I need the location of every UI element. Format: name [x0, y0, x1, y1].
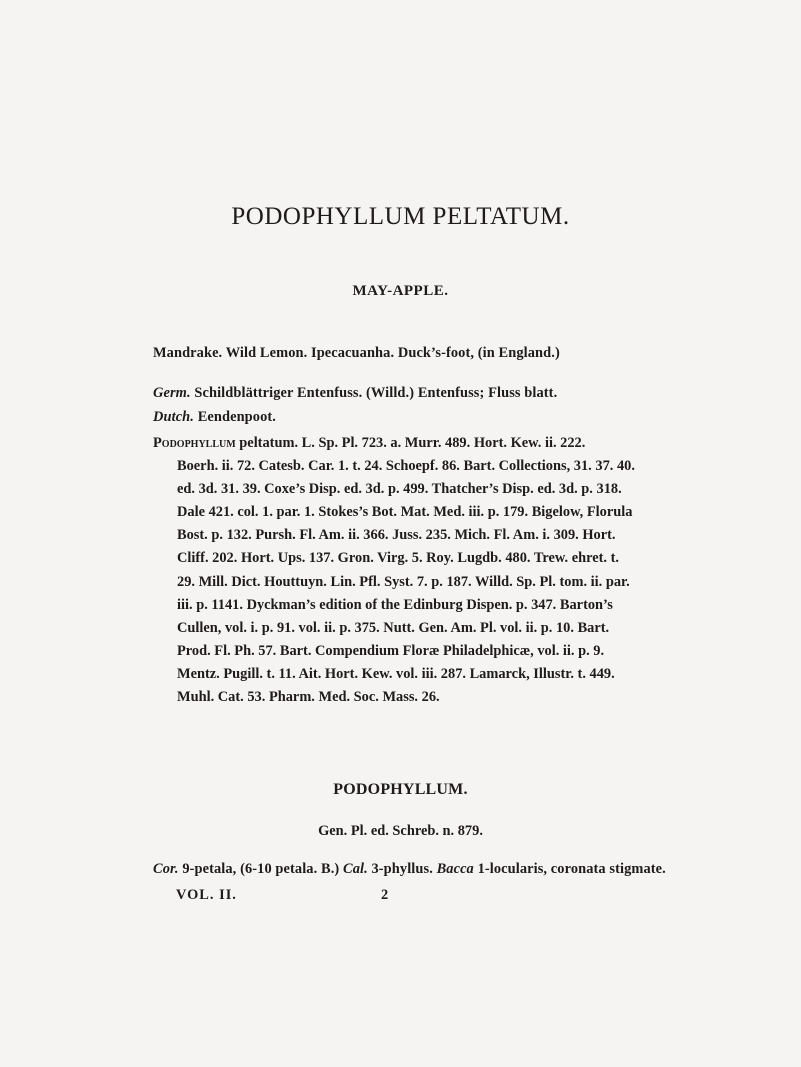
bacca-text: 1-locularis, coronata stigmate.: [477, 861, 666, 877]
synonymy-line: Prod. Fl. Ph. 57. Bart. Compendium Floræ Philadelphicæ, vol. ii. p. 9.: [177, 642, 605, 659]
synonymy-line: ed. 3d. 31. 39. Coxe’s Disp. ed. 3d. p. 499. Thatcher’s Disp. ed. 3d. p. 318.: [177, 481, 622, 498]
dutch-label: Dutch.: [153, 409, 194, 425]
corolla-label: Cor.: [153, 861, 179, 877]
synonymy-text: peltatum. L. Sp. Pl. 723. a. Murr. 489. Hort. Kew. ii. 222.: [239, 435, 586, 451]
genus-reference: Gen. Pl. ed. Schreb. n. 879.: [318, 823, 483, 839]
synonymy-block: [153, 432, 635, 709]
synonymy-genus: Podophyllum: [153, 435, 236, 451]
calyx-label: Cal.: [343, 861, 368, 877]
page-subtitle: MAY-APPLE.: [352, 283, 449, 299]
synonymy-line: Boerh. ii. 72. Catesb. Car. 1. t. 24. Schoepf. 86. Bart. Collections, 31. 37. 40.: [177, 458, 635, 475]
synonymy-line: Cullen, vol. i. p. 91. vol. ii. p. 375. Nutt. Gen. Am. Pl. vol. ii. p. 10. Bart.: [177, 619, 610, 636]
dutch-text: Eendenpoot.: [197, 409, 276, 425]
synonymy-line: iii. p. 1141. Dyckman’s edition of the Edinburg Dispen. p. 347. Barton’s: [177, 596, 613, 613]
volume-marker: VOL. II.: [176, 887, 237, 903]
synonymy-line: Mentz. Pugill. t. 11. Ait. Hort. Kew. vol. iii. 287. Lamarck, Illustr. t. 449.: [177, 665, 615, 682]
genus-heading: PODOPHYLLUM.: [333, 781, 468, 798]
dutch-names: [153, 409, 276, 426]
german-label: Germ.: [153, 385, 191, 401]
common-names: Mandrake. Wild Lemon. Ipecacuanha. Duck’s-foot, (in England.): [153, 345, 560, 361]
synonymy-line: [153, 432, 635, 455]
bacca-label: Bacca: [436, 861, 474, 877]
german-names: [153, 385, 557, 402]
calyx-text: 3-phyllus.: [371, 861, 433, 877]
signature-mark: 2: [381, 887, 389, 903]
page-title: PODOPHYLLUM PELTATUM.: [231, 203, 570, 230]
synonymy-line: Bost. p. 132. Pursh. Fl. Am. ii. 366. Juss. 235. Mich. Fl. Am. i. 309. Hort.: [177, 527, 616, 544]
corolla-text: 9-petala, (6-10 petala. B.): [182, 861, 340, 877]
synonymy-line: Muhl. Cat. 53. Pharm. Med. Soc. Mass. 26.: [177, 689, 440, 706]
synonymy-line: Dale 421. col. 1. par. 1. Stokes’s Bot. Mat. Med. iii. p. 179. Bigelow, Florula: [177, 504, 633, 521]
generic-character: [153, 861, 666, 878]
synonymy-line: Cliff. 202. Hort. Ups. 137. Gron. Virg. 5. Roy. Lugdb. 480. Trew. ehret. t.: [177, 550, 619, 567]
synonymy-line: 29. Mill. Dict. Houttuyn. Lin. Pfl. Syst. 7. p. 187. Willd. Sp. Pl. tom. ii. par.: [177, 573, 630, 590]
german-text: Schildblättriger Entenfuss. (Willd.) Entenfuss; Fluss blatt.: [194, 385, 558, 401]
